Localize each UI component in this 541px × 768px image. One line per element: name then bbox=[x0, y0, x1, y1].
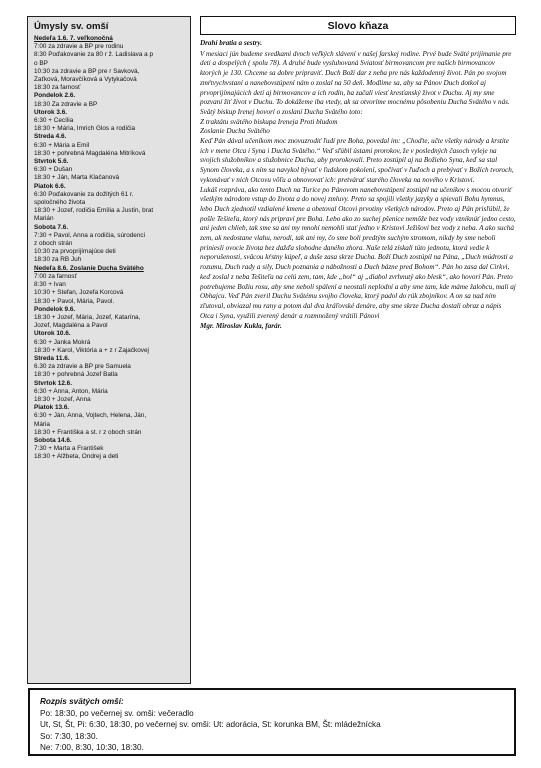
article-subtitle: Zoslanie Ducha Svätého bbox=[200, 127, 270, 136]
article-greeting: Drahí bratia a sestry. bbox=[200, 39, 263, 47]
schedule-day-heading: Piatok 6.6. bbox=[34, 182, 66, 190]
schedule-day-heading: Utorok 10.6. bbox=[34, 330, 71, 338]
mass-schedule-line: Po: 18:30, po večernej sv. omši: večeradlo bbox=[40, 708, 194, 718]
schedule-day-heading: Sobota 7.6. bbox=[34, 223, 69, 231]
priest-word-section bbox=[200, 16, 516, 332]
schedule-day-heading: Štvrtok 12.6. bbox=[34, 379, 73, 387]
schedule-entry: 10:30 za zdravie a BP pre r Savková, bbox=[34, 67, 140, 75]
schedule-day-heading: Pondelok 9.6. bbox=[34, 305, 76, 313]
schedule-entry: 6:30 + Dušan bbox=[34, 166, 73, 174]
schedule-entry: 10:30 + Štefan, Jozefa Korcová bbox=[34, 289, 124, 297]
priest-article bbox=[200, 39, 516, 332]
schedule-entry: 6.30 za zdravie a BP pre Samuela bbox=[34, 363, 131, 371]
mass-intentions-title: Úmysly sv. omší bbox=[34, 21, 109, 32]
schedule-entry: 6:30 Poďakovanie za dožitých 61 r. bbox=[34, 190, 134, 198]
schedule-entry: 18:30 za farnosť bbox=[34, 84, 81, 92]
schedule-entry: 18:30 + Jozef, Anna bbox=[34, 395, 91, 403]
schedule-day-heading: Štvrtok 5.6. bbox=[34, 158, 69, 166]
schedule-entry: 7:00 za farnosť bbox=[34, 272, 77, 280]
schedule-entry: Zaťková, Moravčíková a Vytykačová bbox=[34, 76, 137, 84]
schedule-entry: Marián bbox=[34, 215, 54, 223]
schedule-entry: 18:30 + Františka a st. r z oboch strán bbox=[34, 428, 142, 436]
article-paragraph: V mesiaci jún budeme svedkami dvoch veľkých slávení v našej farskej rodine. Prvé bude Sväté prijímanie pre deti a dospelých ( spolu 78). A druhé bude vysluhovaná Sviatosť birmovancom pre našich birmovancov ktorých je 130. Chceme sa dobre pripraviť. Duch Boží dar z neba pre nás každodenný život. Pán po svojom zmŕtvychvstaní a nanebovstúpení nám o zoslal na 50 deň. Modlime sa, aby sa Pánov Duch dotkol aj prvoprijímajúcich detí aj birmovancov a ich rodín, ba začali viesť kresťanský život v Duchu. Aj my sme pozvaní žiť život v Duchu. To dokážeme iba vtedy, ak sa otvoríme mocnému pôsobeniu Ducha Svätého v nás. Svätý biskup Irenej hovorí o zoslaní Ducha Svätého toto: bbox=[200, 49, 512, 116]
mass-intentions-list bbox=[34, 35, 186, 462]
schedule-entry: 18:30 + Alžbeta, Ondrej a deti bbox=[34, 453, 119, 461]
schedule-entry: 6:30 + Mária a Emil bbox=[34, 141, 90, 149]
schedule-entry: 18:30 + Karol, Viktória a + z r Zajačkovej bbox=[34, 346, 149, 354]
schedule-entry: 18:30 + pohrebná Jozef Batla bbox=[34, 371, 118, 379]
schedule-entry: 18:30 Za zdravie a BP bbox=[34, 100, 98, 108]
priest-word-title: Slovo kňaza bbox=[200, 16, 516, 35]
schedule-entry: 8:30 + Ivan bbox=[34, 281, 66, 289]
mass-schedule-line: Ne: 7:00, 8:30, 10:30, 18:30. bbox=[40, 743, 144, 753]
schedule-entry: 18:30 + Mária, Imrich Glos a rodičia bbox=[34, 125, 136, 133]
mass-intentions-panel bbox=[27, 16, 191, 684]
schedule-entry: 18:30 + Jozef, Mária, Jozef, Katarína, bbox=[34, 313, 141, 321]
schedule-entry: 7:00 za zdravie a BP pre rodinu bbox=[34, 43, 124, 51]
schedule-entry: Mária bbox=[34, 420, 50, 428]
article-paragraph: Lukáš rozpráva, ako tento Duch na Turíce po Pánovom nanebovstúpení zostúpil na učeníkov s mocou otvoriť všetkým národom vstup do života a do novej zmluvy. Preto sa spojili všetky jazyky a spievali Bohu hymnus, lebo Duch zjednotil vzdialené kmene a obetoval Otcovi prvotiny všetkých národov. Preto aj Pán prisľúbil, že pošle Tešiteľa, ktorý nás pripraví pre Boha. Lebo ako zo suchej pšenice nemôže bez vody vzniknúť jedno cesto, ani jeden chlieb, tak sme sa ani my mnohí nemohli stať jedno v Kristovi Ježišovi bez vody z neba. A ako suchá zem, ak nedostane vlahu, nerodí, tak ani my, čo sme boli predtým suchým stromom, nikdy by sme neboli priniesli ovocie života bez dažďa slobodne daného zhora. Naše telá získali túto jednotu, ktorá vedie k neporušenosti, sväcou kŕstny kúpeľ, a duše zasa skrze Ducha. Boží Duch zostúpil na Pána, „Duch múdrosti a rozumu, Duch rady a sily, Duch poznania a nábožnosti a Duch bázne pred Bohom“. Pán ho zasa dal Cirkvi, keď zoslal z neba Tešiteľa na celú zem, tam, kde „bol“ aj „diabol zvrhnutý ako blesk“, ako hovorí Pán. Preto potrebujeme Božiu rosu, aby sme neboli spálení a neostali neplodní a aby sme tam, kde máme žalobcu, mali aj Obhajcu. Veď Pán zveril Duchu Svätému svojho človeka, ktorý padol do rúk zbojníkov. A on sa nad ním zľutoval, obviazal mu rany a potom dal dva kráľovské denáre, aby sme skrze Ducha dostali obraz a nápis Otca i Syna, využili zverený denár a rozmnožený vrátili Pánovi bbox=[200, 185, 516, 320]
schedule-entry: 6:30 + Anna, Anton, Mária bbox=[34, 387, 108, 395]
schedule-entry: 10:30 za prvoprijímajúce deti bbox=[34, 248, 116, 256]
schedule-entry: 8:30 Poďakovanie za 80 r ž. Ladislava a p bbox=[34, 51, 154, 59]
article-signature: Mgr. Miroslav Kukla, farár. bbox=[200, 322, 282, 331]
schedule-entry: 6:30 + Janka Mokrá bbox=[34, 338, 91, 346]
schedule-entry: 7:30 + Pavol, Anna a rodičia, súrodenci bbox=[34, 231, 146, 239]
schedule-day-heading: Nedeľa 8.6. Zoslanie Ducha Svätého bbox=[34, 264, 144, 272]
schedule-day-heading: Streda 11.6. bbox=[34, 354, 70, 362]
schedule-day-heading: Nedeľa 1.6. 7. veľkonočná bbox=[34, 35, 113, 42]
mass-schedule-line: So: 7:30, 18:30. bbox=[40, 731, 98, 741]
schedule-day-heading: Utorok 3.6. bbox=[34, 108, 68, 116]
mass-schedule-title: Rozpis svätých omší: bbox=[40, 697, 124, 706]
schedule-day-heading: Piatok 13.6. bbox=[34, 404, 70, 412]
article-paragraph: Keď Pán dával učeníkom moc znovuzrodiť ľudí pre Boha, povedal im: „Choďte, učte všetky národy a krstite ich v mene Otca i Syna i Ducha Svätého.“ Veď sľúbil ústami prorokov, že v posledných časoch vyleje na svojich služobníkov a služobnice Ducha, aby prorokovali. Preto zostúpil aj na Božieho Syna, keď sa stal Synom človeka, a s ním sa navykol bývať v ľudskom pokolení, spočívať v ľuďoch a prebývať v Božích tvoroch, vykonávať v nich Otcovu vôľu a obnovovať ich: pretvárať starého človeka na nového v Kristovi. bbox=[200, 137, 514, 184]
schedule-entry: 6:30 + Cecília bbox=[34, 117, 74, 125]
schedule-entry: 6:30 + Ján, Anna, Vojtech, Helena, Ján, bbox=[34, 412, 147, 420]
schedule-entry: 18:30 + Ján, Marta Klačanová bbox=[34, 174, 120, 182]
schedule-entry: 18:30 + Pavol, Mária, Pavol. bbox=[34, 297, 115, 305]
schedule-entry: z oboch strán bbox=[34, 240, 73, 248]
mass-schedule-line: Ut, St, Št, Pi: 6:30, 18:30, po večernej sv. omši: Ut: adorácia, St: korunka BM, Št: mládežnícka bbox=[40, 720, 381, 730]
schedule-entry: 7:30 + Marta a František bbox=[34, 445, 104, 453]
schedule-entry: Jozef, Magdaléna a Pavol bbox=[34, 322, 108, 330]
schedule-day-heading: Streda 4.6. bbox=[34, 133, 67, 141]
schedule-entry: o BP bbox=[34, 59, 48, 67]
schedule-entry: 18:30 za RB Juh bbox=[34, 256, 82, 264]
schedule-entry: 18:30 + Jozef, rodičia Emília a Justín, brat bbox=[34, 207, 154, 215]
schedule-entry: 18:30 + pohrebná Magdaléna Mitríková bbox=[34, 149, 146, 157]
article-source: Z traktátu svätého biskupa Ireneja Proti bludom bbox=[200, 117, 338, 126]
schedule-day-heading: Sobota 14.6. bbox=[34, 436, 72, 444]
schedule-entry: spoločného života bbox=[34, 199, 86, 207]
schedule-day-heading: Pondelok 2.6. bbox=[34, 92, 76, 100]
mass-schedule-box bbox=[28, 688, 516, 756]
